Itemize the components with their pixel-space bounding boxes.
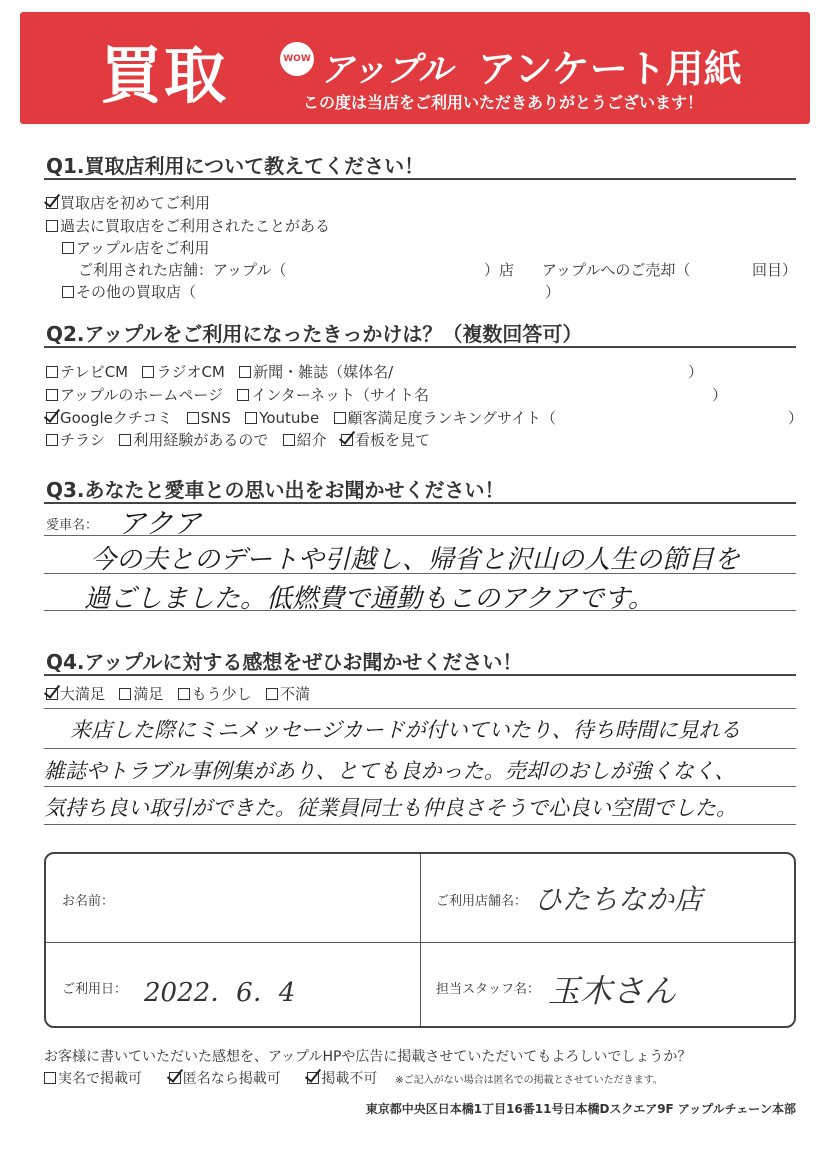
checkbox[interactable]: [237, 389, 249, 401]
q2-title: Q2.アップルをご利用になったきっかけは？（複数回答可）: [46, 322, 583, 346]
q2-close3: ）: [788, 409, 804, 427]
staff-label: 担当スタッフ名：: [436, 982, 541, 997]
q1-sale-count: アップルへのご売却（: [542, 261, 691, 279]
q2-row2: アップルのホームページ インターネット（サイト名: [46, 384, 429, 405]
name-label: お名前：: [62, 894, 115, 909]
car-name-value: アクア: [118, 507, 202, 540]
car-name-label: 愛車名：: [46, 518, 99, 533]
q2-row3: Googleクチコミ SNS Youtube 顧客満足度ランキングサイト（: [46, 407, 556, 428]
checkbox[interactable]: [245, 412, 257, 424]
checkbox-checked[interactable]: [46, 412, 58, 424]
checkbox[interactable]: [46, 366, 58, 378]
apple-logo-icon: WOW: [280, 42, 314, 76]
store-label: ご利用店舗名：: [436, 894, 528, 909]
consent-options: 実名で掲載可 匿名なら掲載可 掲載不可 ※ご記入がない場合は匿名での掲載とさせていただきます。: [44, 1068, 663, 1088]
q1-first-time: 買取店を初めてご利用: [46, 192, 210, 213]
q1-title: Q1.買取店利用について教えてください！: [46, 154, 425, 178]
q4-ratings: 大満足 満足 もう少し 不満: [46, 683, 310, 704]
checkbox[interactable]: [44, 1072, 56, 1084]
checkbox[interactable]: [46, 434, 58, 446]
q2-row4: チラシ 利用経験があるので 紹介 看板を見て: [46, 429, 430, 450]
q3-title: Q3.あなたと愛車との思い出をお聞かせください！: [46, 478, 505, 502]
checkbox[interactable]: [266, 688, 278, 700]
kaitori-heading: 買取: [100, 39, 229, 112]
q1-store-end: ）店: [484, 261, 515, 279]
q1-other-end: ）: [545, 283, 561, 301]
checkbox[interactable]: [283, 434, 295, 446]
customer-info-box: [44, 852, 796, 1028]
checkbox[interactable]: [142, 366, 154, 378]
store-value[interactable]: ひたちなか店: [534, 883, 703, 916]
survey-title: アンケート用紙: [478, 47, 742, 91]
box-vertical-divider: [420, 854, 421, 1026]
brand-name: アップル: [320, 50, 453, 90]
q4-comment-3: 気持ち良い取引ができた。従業員同士も仲良さそうで心良い空間でした。: [44, 796, 737, 820]
checkbox-checked[interactable]: [46, 197, 58, 209]
q4-comment-2: 雑誌やトラブル事例集があり、とても良かった。売却のおしが強くなく、: [44, 759, 736, 783]
q4-title: Q4.アップルに対する感想をぜひお聞かせください！: [46, 650, 523, 674]
checkbox[interactable]: [46, 389, 58, 401]
q1-other: その他の買取店（: [62, 281, 196, 302]
q1-apple: アップル店をご利用: [62, 237, 209, 258]
date-value[interactable]: 2022．6．4: [144, 978, 296, 1008]
checkbox-checked[interactable]: [307, 1072, 319, 1084]
q3-line-2: [44, 573, 796, 574]
header-banner: [20, 12, 810, 124]
thanks-subtitle: この度は当店をご利用いただきありがとうございます！: [303, 93, 704, 112]
q3-memory-2: 過ごしました。低燃費で通勤もこのアクアです。: [84, 584, 654, 614]
staff-value[interactable]: 玉木さん: [548, 972, 677, 1010]
consent-question: お客様に書いていただいた感想を、アップルHPや広告に掲載させていただいてもよろしいでしょうか？: [44, 1049, 692, 1065]
date-label: ご利用日：: [62, 982, 128, 997]
checkbox[interactable]: [62, 286, 74, 298]
checkbox-checked[interactable]: [169, 1072, 181, 1084]
q3-line-3: [44, 610, 796, 611]
checkbox[interactable]: [46, 220, 58, 232]
box-horizontal-divider: [46, 942, 794, 943]
q4-line-2: [44, 748, 796, 749]
checkbox[interactable]: [119, 688, 131, 700]
checkbox[interactable]: [62, 242, 74, 254]
q2-rule: [44, 346, 796, 348]
checkbox[interactable]: [119, 434, 131, 446]
q4-comment-1: 来店した際にミニメッセージカードが付いていたり、待ち時間に見れる: [70, 718, 741, 742]
q4-line-1: [44, 708, 796, 709]
checkbox[interactable]: [239, 366, 251, 378]
q1-rule: [44, 178, 796, 180]
checkbox[interactable]: [178, 688, 190, 700]
q2-row1: テレビCM ラジオCM 新聞・雑誌（媒体名/: [46, 361, 393, 382]
q3-line-1: [44, 535, 796, 536]
q1-store-line: ご利用された店舗：アップル（: [78, 261, 287, 279]
checkbox-checked[interactable]: [46, 688, 58, 700]
q1-past: 過去に買取店をご利用されたことがある: [46, 215, 330, 236]
q1-sale-end: 回目）: [752, 261, 798, 279]
q4-rule: [44, 674, 796, 676]
q2-close1: ）: [688, 363, 704, 381]
q3-memory-1: 今の夫とのデートや引越し、帰省と沢山の人生の節目を: [90, 545, 741, 575]
consent-note: ※ご記入がない場合は匿名での掲載とさせていただきます。: [395, 1075, 663, 1086]
company-address: 東京都中央区日本橋1丁目16番11号日本橋Dスクエア9F アップルチェーン本部: [365, 1102, 796, 1116]
q4-line-4: [44, 824, 796, 825]
checkbox-checked[interactable]: [341, 434, 353, 446]
q2-close2: ）: [712, 386, 728, 404]
q4-line-3: [44, 786, 796, 787]
checkbox[interactable]: [187, 412, 199, 424]
checkbox[interactable]: [334, 412, 346, 424]
